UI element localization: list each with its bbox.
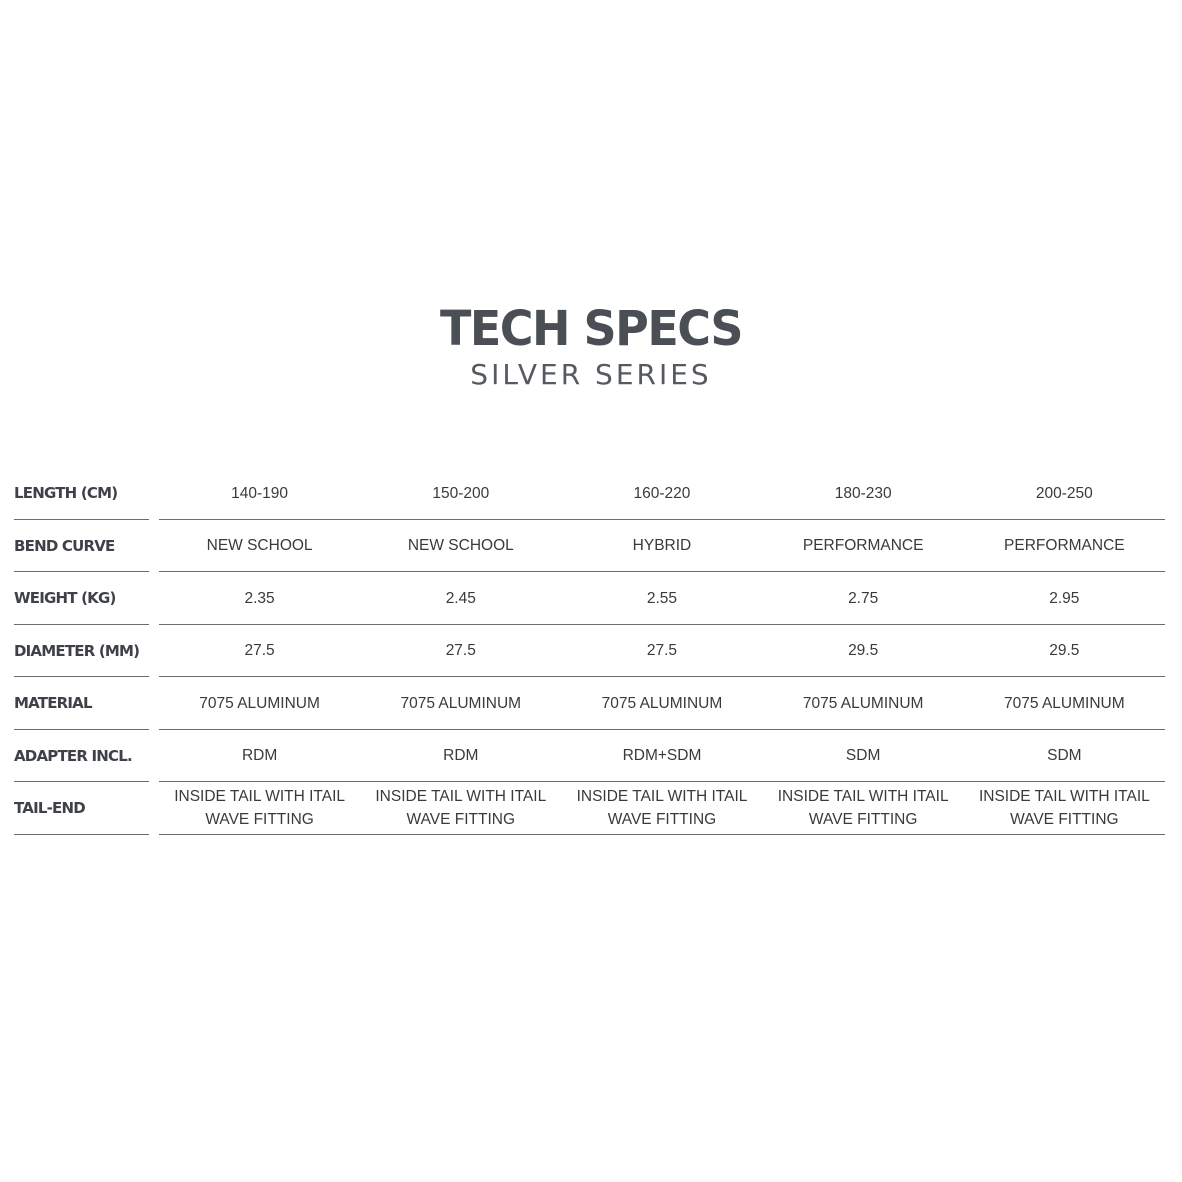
spec-value: 2.55 [646,589,678,607]
spec-value: RDM [443,747,479,765]
spec-value: RDM+SDM [622,747,702,765]
spec-value: 7075 ALUMINUM [601,694,723,712]
spec-value: INSIDE TAIL WITH ITAIL WAVE FITTING [576,788,748,829]
spec-value: 7075 ALUMINUM [199,694,320,712]
spec-value: HYBRID [632,537,692,555]
spec-row-material [14,677,1166,730]
spec-label: ADAPTER INCL. [14,746,132,765]
spec-row-weight [14,572,1166,625]
spec-row-adapter [14,730,1166,783]
spec-value: 140-190 [231,484,289,502]
spec-value: 160-220 [633,484,691,502]
specs-table [14,467,1166,835]
header [0,300,1182,392]
spec-value: 200-250 [1035,484,1093,502]
spec-value: PERFORMANCE [1004,537,1125,555]
spec-value: INSIDE TAIL WITH ITAIL WAVE FITTING [978,788,1150,829]
spec-row-length [14,467,1166,520]
divider [14,834,149,835]
spec-row-tail-end [14,782,1166,835]
spec-label: LENGTH (CM) [14,484,118,503]
spec-value: 2.45 [445,589,476,607]
spec-value: 27.5 [244,642,275,660]
spec-row-diameter [14,625,1166,678]
spec-value: 150-200 [432,484,490,502]
spec-label: BEND CURVE [14,536,115,555]
page-subtitle: SILVER SERIES [470,358,712,391]
spec-value: 29.5 [848,642,879,660]
page-title: TECH SPECS [439,299,743,357]
spec-value: 7075 ALUMINUM [802,694,924,712]
spec-value: 7075 ALUMINUM [1004,694,1125,712]
spec-value: 29.5 [1049,642,1080,660]
spec-value: NEW SCHOOL [407,537,514,555]
spec-row-bend-curve [14,520,1166,573]
spec-label: DIAMETER (MM) [14,641,140,660]
spec-value: 180-230 [834,484,892,502]
spec-value: INSIDE TAIL WITH ITAIL WAVE FITTING [375,788,547,829]
spec-value: 27.5 [646,642,678,660]
spec-value: RDM [241,747,278,765]
spec-value: 2.95 [1049,589,1080,607]
spec-label: TAIL-END [14,799,85,818]
spec-value: SDM [845,747,881,765]
spec-value: INSIDE TAIL WITH ITAIL WAVE FITTING [777,788,949,829]
spec-label: WEIGHT (KG) [14,589,116,608]
spec-value: INSIDE TAIL WITH ITAIL WAVE FITTING [174,788,345,829]
spec-value: SDM [1047,747,1082,765]
spec-value: NEW SCHOOL [206,537,313,555]
spec-value: 7075 ALUMINUM [400,694,522,712]
divider [159,834,1165,835]
spec-value: 27.5 [445,642,476,660]
spec-label: MATERIAL [14,694,92,713]
spec-value: PERFORMANCE [802,537,924,555]
spec-value: 2.35 [244,589,275,607]
spec-value: 2.75 [848,589,879,607]
